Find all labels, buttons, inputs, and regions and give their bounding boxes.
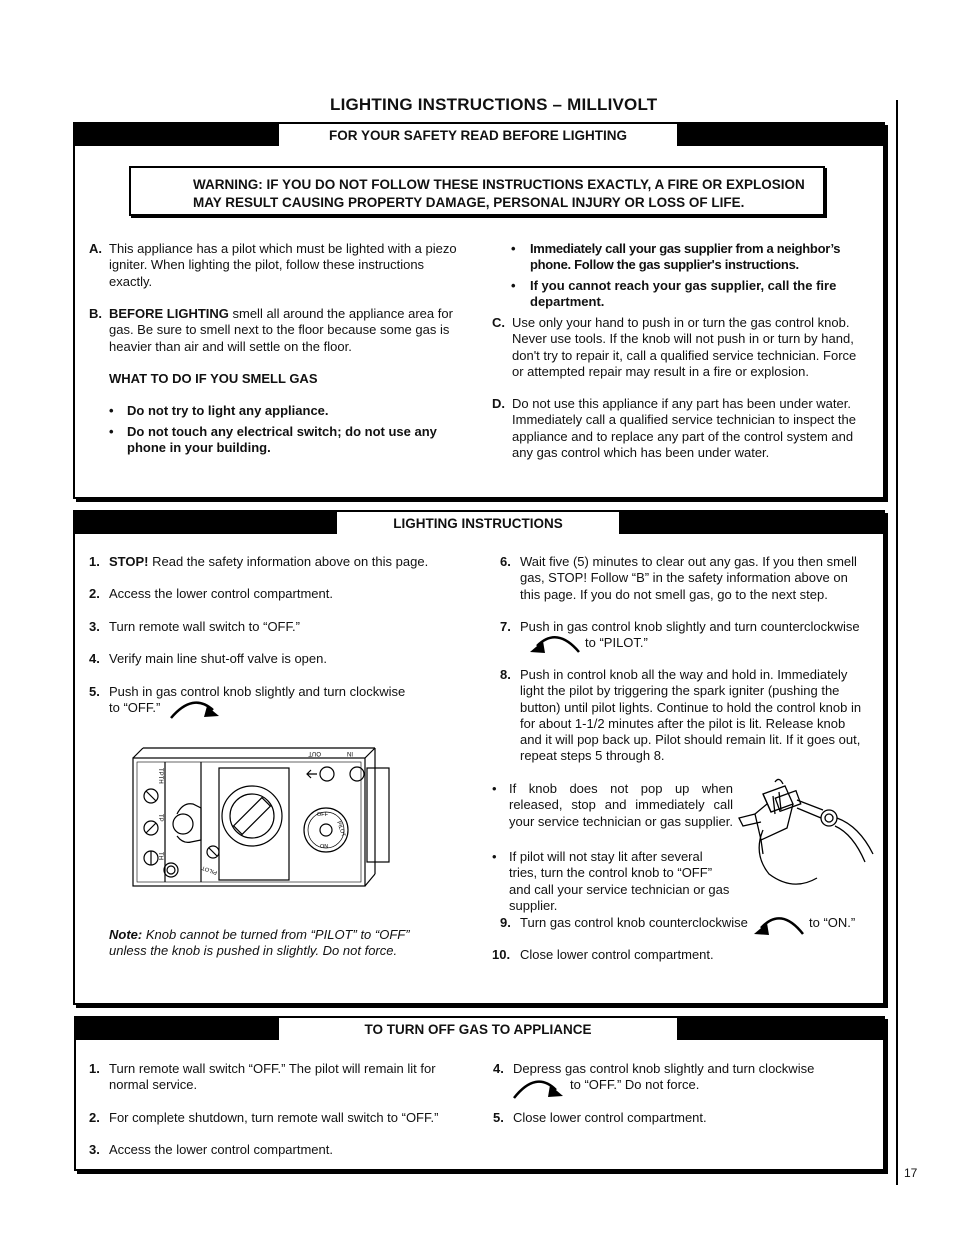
step-5-num: 5. — [89, 684, 100, 699]
pilot-port-label: PILOT — [201, 864, 219, 876]
gas-valve-diagram — [131, 744, 393, 892]
off-step-1-text: Turn remote wall switch “OFF.” The pilot will remain lit for normal service. — [109, 1061, 436, 1093]
step-9-num: 9. — [500, 915, 511, 930]
step-9-text-a: Turn gas control knob counterclockwise — [520, 915, 748, 930]
off-step-1-num: 1. — [89, 1061, 100, 1076]
step-2-text: Access the lower control compartment. — [109, 586, 333, 601]
lighting-header: LIGHTING INSTRUCTIONS — [337, 512, 619, 534]
item-c-text: Use only your hand to push in or turn the gas control knob. Never use tools. If the knob will not push in or turn by hand, don't try to repair it, call a qualified service technician. Force or attempted repair may result in a fire or explosion. — [512, 315, 857, 379]
note-lead: Note: — [109, 927, 143, 942]
item-b-label: B. — [89, 306, 102, 321]
step-5-text-a: Push in gas control knob slightly and turn clockwise — [109, 684, 406, 699]
bullet-knob-no-pop: If knob does not pop up when released, stop and immediately call your service technician or gas supplier. — [509, 781, 734, 829]
knob-note — [109, 927, 419, 960]
step-7-num: 7. — [500, 619, 511, 634]
turn-off-header: TO TURN OFF GAS TO APPLIANCE — [279, 1018, 677, 1040]
inlet-label: IN — [347, 750, 353, 756]
off-step-4-text-a: Depress gas control knob slightly and turn clockwise — [513, 1061, 815, 1076]
safety-section — [73, 122, 885, 499]
knob-pilot-label: PILOT — [335, 820, 347, 838]
bullet-pilot-no-stay: If pilot will not stay lit after several tries, turn the control knob to “OFF” and call your service technician or gas supplier. — [509, 849, 730, 913]
off-step-2-num: 2. — [89, 1110, 100, 1125]
step-10-text: Close lower control compartment. — [520, 947, 714, 962]
clockwise-arrow-icon — [510, 1074, 568, 1102]
bullet-call-supplier: Immediately call your gas supplier from a neighbor’s phone. Follow the gas supplier's instructions. — [530, 241, 841, 273]
item-b-text — [109, 306, 469, 355]
safety-header: FOR YOUR SAFETY READ BEFORE LIGHTING — [279, 124, 677, 146]
off-step-5-text: Close lower control compartment. — [513, 1110, 707, 1125]
warning-line-1: WARNING: IF YOU DO NOT FOLLOW THESE INSTRUCTIONS EXACTLY, A FIRE OR EXPLOSION — [193, 177, 805, 192]
page-title: LIGHTING INSTRUCTIONS – MILLIVOLT — [330, 95, 658, 114]
step-6-num: 6. — [500, 554, 511, 569]
off-step-5-num: 5. — [493, 1110, 504, 1125]
step-6-text: Wait five (5) minutes to clear out any gas. If you then smell gas, STOP! Follow “B” in the safety information above on this page. If you do not smell gas, go to the next step. — [520, 554, 857, 602]
item-d-label: D. — [492, 396, 505, 411]
step-8-text: Push in control knob all the way and hold in. Immediately light the pilot by triggering the spark igniter (pushing the button) until pilot lights. Continue to hold the control knob in for about 1-1/2 minutes after the pilot is lit. Release knob and it will pop back up. Pilot should remain lit. If it goes out, repeat steps 5 through 8. — [520, 667, 862, 764]
step-1-num: 1. — [89, 554, 100, 569]
bullet-no-light: Do not try to light any appliance. — [127, 403, 329, 418]
off-step-3-num: 3. — [89, 1142, 100, 1157]
warning-line-2: MAY RESULT CAUSING PROPERTY DAMAGE, PERSONAL INJURY OR LOSS OF LIFE. — [193, 195, 745, 210]
step-1-text — [109, 554, 469, 570]
outlet-label: OUT — [308, 750, 321, 756]
step-4-num: 4. — [89, 651, 100, 666]
smell-gas-heading: WHAT TO DO IF YOU SMELL GAS — [109, 371, 318, 386]
off-step-2-text: For complete shutdown, turn remote wall switch to “OFF.” — [109, 1110, 439, 1125]
bullet-dot: • — [492, 781, 497, 796]
bullet-dot: • — [492, 849, 497, 864]
item-a-label: A. — [89, 241, 102, 256]
turn-off-section — [74, 1016, 885, 1171]
step-2-num: 2. — [89, 586, 100, 601]
terminal-tpth-label: TPTH — [157, 768, 163, 784]
note-body: Knob cannot be turned from “PILOT” to “OFF” unless the knob is pushed in slightly. Do not force. — [109, 927, 410, 959]
step-10-num: 10. — [492, 947, 511, 962]
pilot-assembly-diagram — [733, 774, 881, 894]
off-step-4-text-b: to “OFF.” Do not force. — [570, 1077, 700, 1092]
bullet-dot: • — [511, 241, 516, 256]
step-1-body: Read the safety information above on this page. — [148, 554, 429, 569]
bullet-dot: • — [511, 278, 516, 293]
knob-on-label: ON — [320, 844, 329, 850]
clockwise-arrow-icon — [167, 696, 223, 722]
step-3-num: 3. — [89, 619, 100, 634]
lighting-section — [73, 510, 885, 1005]
step-8-num: 8. — [500, 667, 511, 682]
page-number: 17 — [904, 1166, 918, 1180]
off-step-4-num: 4. — [493, 1061, 504, 1076]
bullet-dot: • — [109, 424, 114, 439]
bullet-dot: • — [109, 403, 114, 418]
step-7-text-b: to “PILOT.” — [585, 635, 648, 650]
step-4-text: Verify main line shut-off valve is open. — [109, 651, 327, 666]
step-5-text-b: to “OFF.” — [109, 700, 161, 715]
bullet-call-fire: If you cannot reach your gas supplier, call the fire department. — [530, 278, 837, 310]
item-b-lead: BEFORE LIGHTING — [109, 306, 229, 321]
item-c-label: C. — [492, 315, 505, 330]
off-step-3-text: Access the lower control compartment. — [109, 1142, 333, 1157]
item-b-body: smell all around the appliance area for gas. Be sure to smell next to the floor because some gas is heavier than air and will settle on the floor. — [109, 306, 453, 354]
bullet-no-switch: Do not touch any electrical switch; do not use any phone in your building. — [127, 424, 437, 456]
step-1-lead: STOP! — [109, 554, 149, 569]
counterclockwise-arrow-icon — [525, 630, 583, 658]
terminal-tp-label: TP — [157, 814, 163, 822]
step-3-text: Turn remote wall switch to “OFF.” — [109, 619, 300, 634]
margin-rule — [896, 100, 898, 1185]
knob-off-label: OFF — [317, 812, 328, 818]
item-d-text: Do not use this appliance if any part has been under water. Immediately call a qualified service technician to inspect the appliance and to replace any part of the control system and any gas control which has been under water. — [512, 396, 856, 460]
step-9-text-b: to “ON.” — [809, 915, 856, 930]
counterclockwise-arrow-icon — [749, 910, 807, 940]
terminal-th-label: TH — [157, 852, 163, 860]
step-7-text-a: Push in gas control knob slightly and turn counterclockwise — [520, 619, 860, 634]
warning-box — [129, 166, 825, 216]
item-a-text: This appliance has a pilot which must be lighted with a piezo igniter. When lighting the pilot, follow these instructions exactly. — [109, 241, 457, 289]
